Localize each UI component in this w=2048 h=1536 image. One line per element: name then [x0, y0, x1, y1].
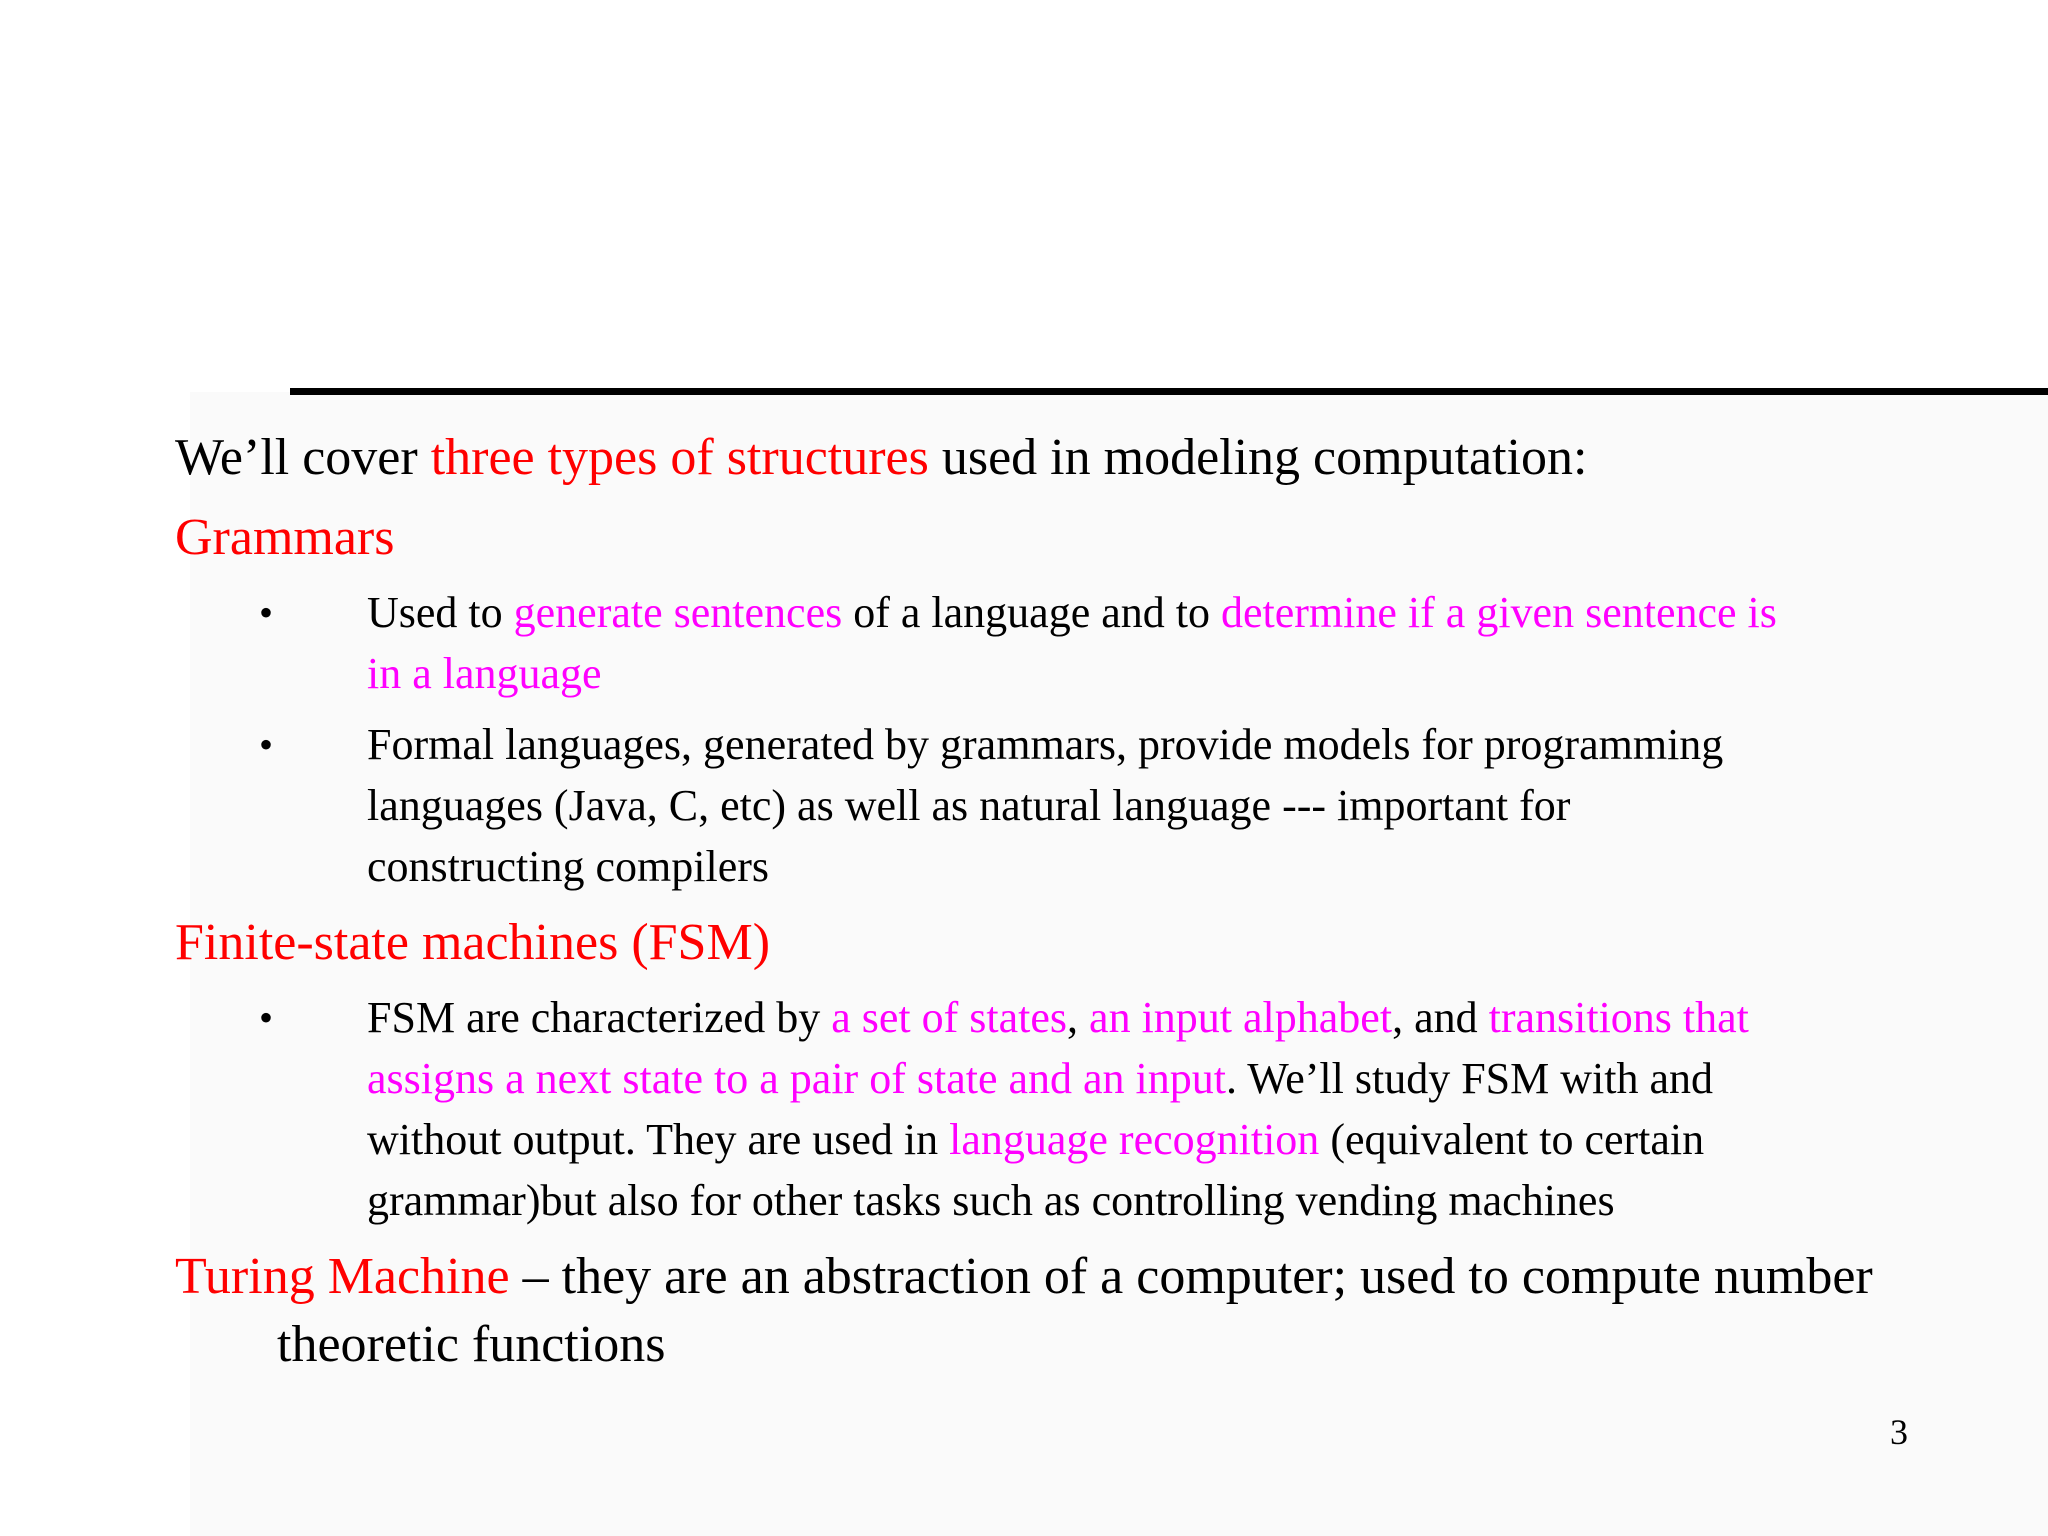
- bullet-icon: •: [259, 590, 274, 635]
- bullet-highlight: transitions that assigns a next state to a pair of state and an input: [367, 993, 1749, 1103]
- turing-heading: Turing Machine: [175, 1248, 510, 1305]
- list-item: [175, 714, 1795, 897]
- bullet-text: Formal languages, generated by grammars, provide models for programming languages (Java, C, etc) as well as natural language --- important for constructing compilers: [367, 720, 1724, 891]
- bullet-text: ,: [1067, 993, 1090, 1042]
- bullet-highlight: determine if a given sentence is in a language: [367, 588, 1777, 698]
- bullet-highlight: a set of states: [831, 993, 1068, 1042]
- bullet-text: . We’ll study FSM with and without output. They are used in: [367, 1054, 1714, 1164]
- page-number: 3: [1890, 1412, 1908, 1452]
- grammars-heading: Grammars: [175, 509, 395, 566]
- bullet-text: FSM are characterized by: [367, 993, 832, 1042]
- bullet-icon: •: [259, 722, 274, 767]
- bullet-text: of a language and to: [842, 588, 1221, 637]
- list-item: [175, 582, 1795, 704]
- grammars-bullets: [175, 582, 1875, 897]
- slide-body: [175, 424, 1875, 1379]
- bullet-highlight: language recognition: [949, 1115, 1320, 1164]
- fsm-bullets: [175, 987, 1875, 1231]
- bullet-highlight: generate sentences: [513, 588, 843, 637]
- list-item: [175, 987, 1795, 1231]
- intro-line: [175, 424, 1875, 492]
- bullet-text: (equivalent to certain grammar)but also for other tasks such as controlling vending machines: [367, 1115, 1705, 1225]
- turing-paragraph: [175, 1243, 2037, 1379]
- intro-text: We’ll cover: [175, 429, 431, 486]
- bullet-text: , and: [1392, 993, 1489, 1042]
- bullet-highlight: an input alphabet: [1089, 993, 1393, 1042]
- fsm-heading: Finite-state machines (FSM): [175, 914, 771, 971]
- intro-highlight: three types of structures: [430, 429, 929, 486]
- intro-text-end: used in modeling computation:: [928, 429, 1588, 486]
- bullet-icon: •: [259, 995, 274, 1040]
- turing-text: – they are an abstraction of a computer; used to compute number theoretic functions: [277, 1248, 1873, 1373]
- bullet-text: Used to: [367, 588, 514, 637]
- title-divider: [290, 388, 2048, 395]
- title-area: [0, 0, 2048, 392]
